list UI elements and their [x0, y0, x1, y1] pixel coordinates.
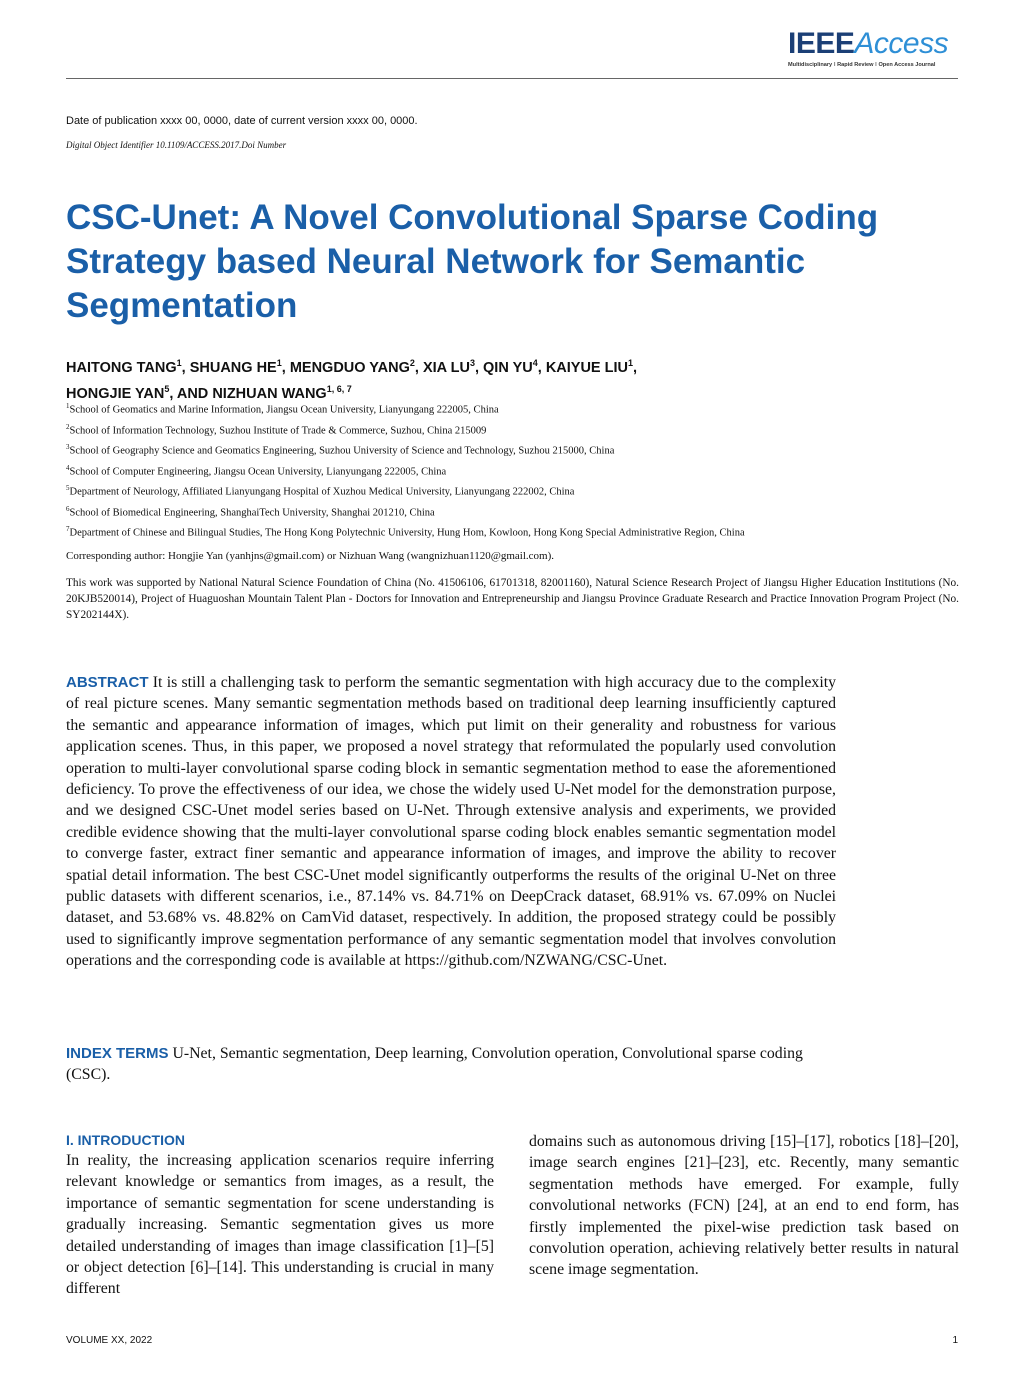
section-heading: I. INTRODUCTION — [66, 1132, 185, 1148]
author: NIZHUAN WANG$^{1, 6, 7}$ — [212, 383, 352, 402]
footer-volume: VOLUME XX, 2022 — [66, 1335, 153, 1346]
affiliation: $^4$School of Computer Engineering, Jiangsu Ocean University, Lianyungang 222005, China — [66, 463, 447, 477]
index-terms-label: INDEX TERMS — [66, 1045, 169, 1062]
doi: Digital Object Identifier 10.1109/ACCESS.2017.Doi Number — [66, 140, 287, 150]
affiliation: $^7$Department of Chinese and Bilingual Studies, The Hong Kong Polytechnic University, Hung Hom, Kowloon, Hong Kong Special Administrative Region, China — [66, 525, 745, 539]
author: QIN $YU^4$, — [483, 358, 546, 376]
author: KAIYUE LIU$^1$, — [545, 358, 638, 376]
intro-right-column: domains such as autonomous driving [15]–[17], robotics [18]–[20], image search engines [21]–[23], etc. Recently, many semantic segmentation methods have emerged. For example, fully convolutional networks (FCN) [24], at an end to end form, has firstly implemented the pixel-wise prediction task based on convolution operation, achieving relatively better results in natural scene image segmentation. — [529, 1133, 959, 1279]
footer-page-number: 1 — [952, 1335, 958, 1346]
author: MENGDUO YANG$^2$, — [289, 358, 423, 376]
abstract — [66, 672, 836, 972]
paper-title: CSC-Unet: A Novel Convolutional Sparse Coding Strategy based Neural Network for Semantic Segmentation — [66, 198, 879, 325]
affiliation-list — [66, 398, 966, 542]
logo-tagline: Multidisciplinary ⁞ Rapid Review ⁞ Open Access Journal — [788, 62, 936, 68]
affiliation: $^3$School of Geography Science and Geomatics Engineering, Suzhou University of Science and Technology, Suzhou 215000, China — [66, 443, 615, 457]
author: SHUANG $HE^1$, — [189, 358, 290, 376]
affiliation: $^2$School of Information Technology, Suzhou Institute of Trade & Commerce, Suzhou, China 215009 — [66, 422, 487, 436]
intro-left-text: In reality, the increasing application scenarios require inferring relevant knowledge or semantics from images, as a result, the importance of semantic segmentation for scene understanding is gradually increasing. Semantic segmentation gives us more detailed understanding of images than image classification [1]–[5] or object detection [6]–[14]. This understanding is crucial in many different — [66, 1152, 494, 1298]
author: HONGJIE YAN$^5$, AND — [66, 383, 213, 402]
affiliation: $^1$School of Geomatics and Marine Information, Jiangsu Ocean University, Lianyungang 222005, China — [66, 402, 499, 416]
corresponding-author: Corresponding author: Hongjie Yan (yanhjns@gmail.com) or Nizhuan Wang (wangnizhuan1120@gmail.com). — [66, 550, 555, 562]
header-divider — [66, 78, 958, 79]
affiliation: $^5$Department of Neurology, Affiliated Lianyungang Hospital of Xuzhou Medical University, Lianyungang 222002, China — [66, 484, 575, 498]
index-terms-text: U-Net, Semantic segmentation, Deep learning, Convolution operation, Convolutional sparse coding (CSC). — [66, 1045, 803, 1084]
author-list — [66, 353, 926, 405]
author: HAITONG TANG$^1$, — [66, 358, 190, 376]
publication-date: Date of publication xxxx 00, 0000, date of current version xxxx 00, 0000. — [66, 115, 418, 127]
journal-logo — [788, 28, 958, 68]
abstract-text: It is still a challenging task to perform the semantic segmentation with high accuracy due to the complexity of real picture scenes. Many semantic segmentation methods based on traditional deep learning insufficiently captured the semantic and appearance information of images, which put limit on their generality and robustness for various application scenes. Thus, in this paper, we proposed a novel strategy that reformulated the popularly used convolution operation to multi-layer convolutional sparse coding block in semantic segmentation method to ease the aforementioned deficiency. To prove the effectiveness of our idea, we chose the widely used U-Net model for the demonstration purpose, and we designed CSC-Unet model series based on U-Net. Through extensive analysis and experiments, we provided credible evidence showing that the multi-layer convolutional sparse coding block enables semantic segmentation model to converge faster, extract finer semantic and appearance information of images, and improve the ability to recover spatial detail information. The best CSC-Unet model significantly outperforms the results of the original U-Net on three public datasets with different scenarios, i.e., 87.14% vs. 84.71% on DeepCrack dataset, 68.91% vs. 67.09% on Nuclei dataset, and 53.68% vs. 48.82% on CamVid dataset, respectively. In addition, the proposed strategy could be possibly used to significantly improve segmentation performance of any semantic segmentation model that involves convolution operations and the corresponding code is available at https://github.com/NZWANG/CSC-Unet. — [66, 674, 837, 970]
index-terms — [66, 1043, 836, 1086]
affiliation: $^6$School of Biomedical Engineering, ShanghaiTech University, Shanghai 201210, China — [66, 504, 435, 518]
author: XIA $LU^3$, — [422, 358, 484, 376]
abstract-label: ABSTRACT — [66, 674, 149, 691]
funding-statement: This work was supported by National Natural Science Foundation of China (No. 41506106, 61701318, 82001160), Natural Science Research Project of Jiangsu Higher Education Institutions (No. 20KJB520014), Project of Huaguoshan Mountain Talent Plan - Doctors for Innovation and Entrepreneurship and Jiangsu Province Graduate Research and Practice Innovation Program Project (No. SY202144X). — [66, 577, 959, 621]
intro-left-column — [66, 1130, 494, 1300]
logo-ieee-text: IEEE — [788, 27, 855, 60]
logo-access-text: Access — [854, 27, 949, 60]
